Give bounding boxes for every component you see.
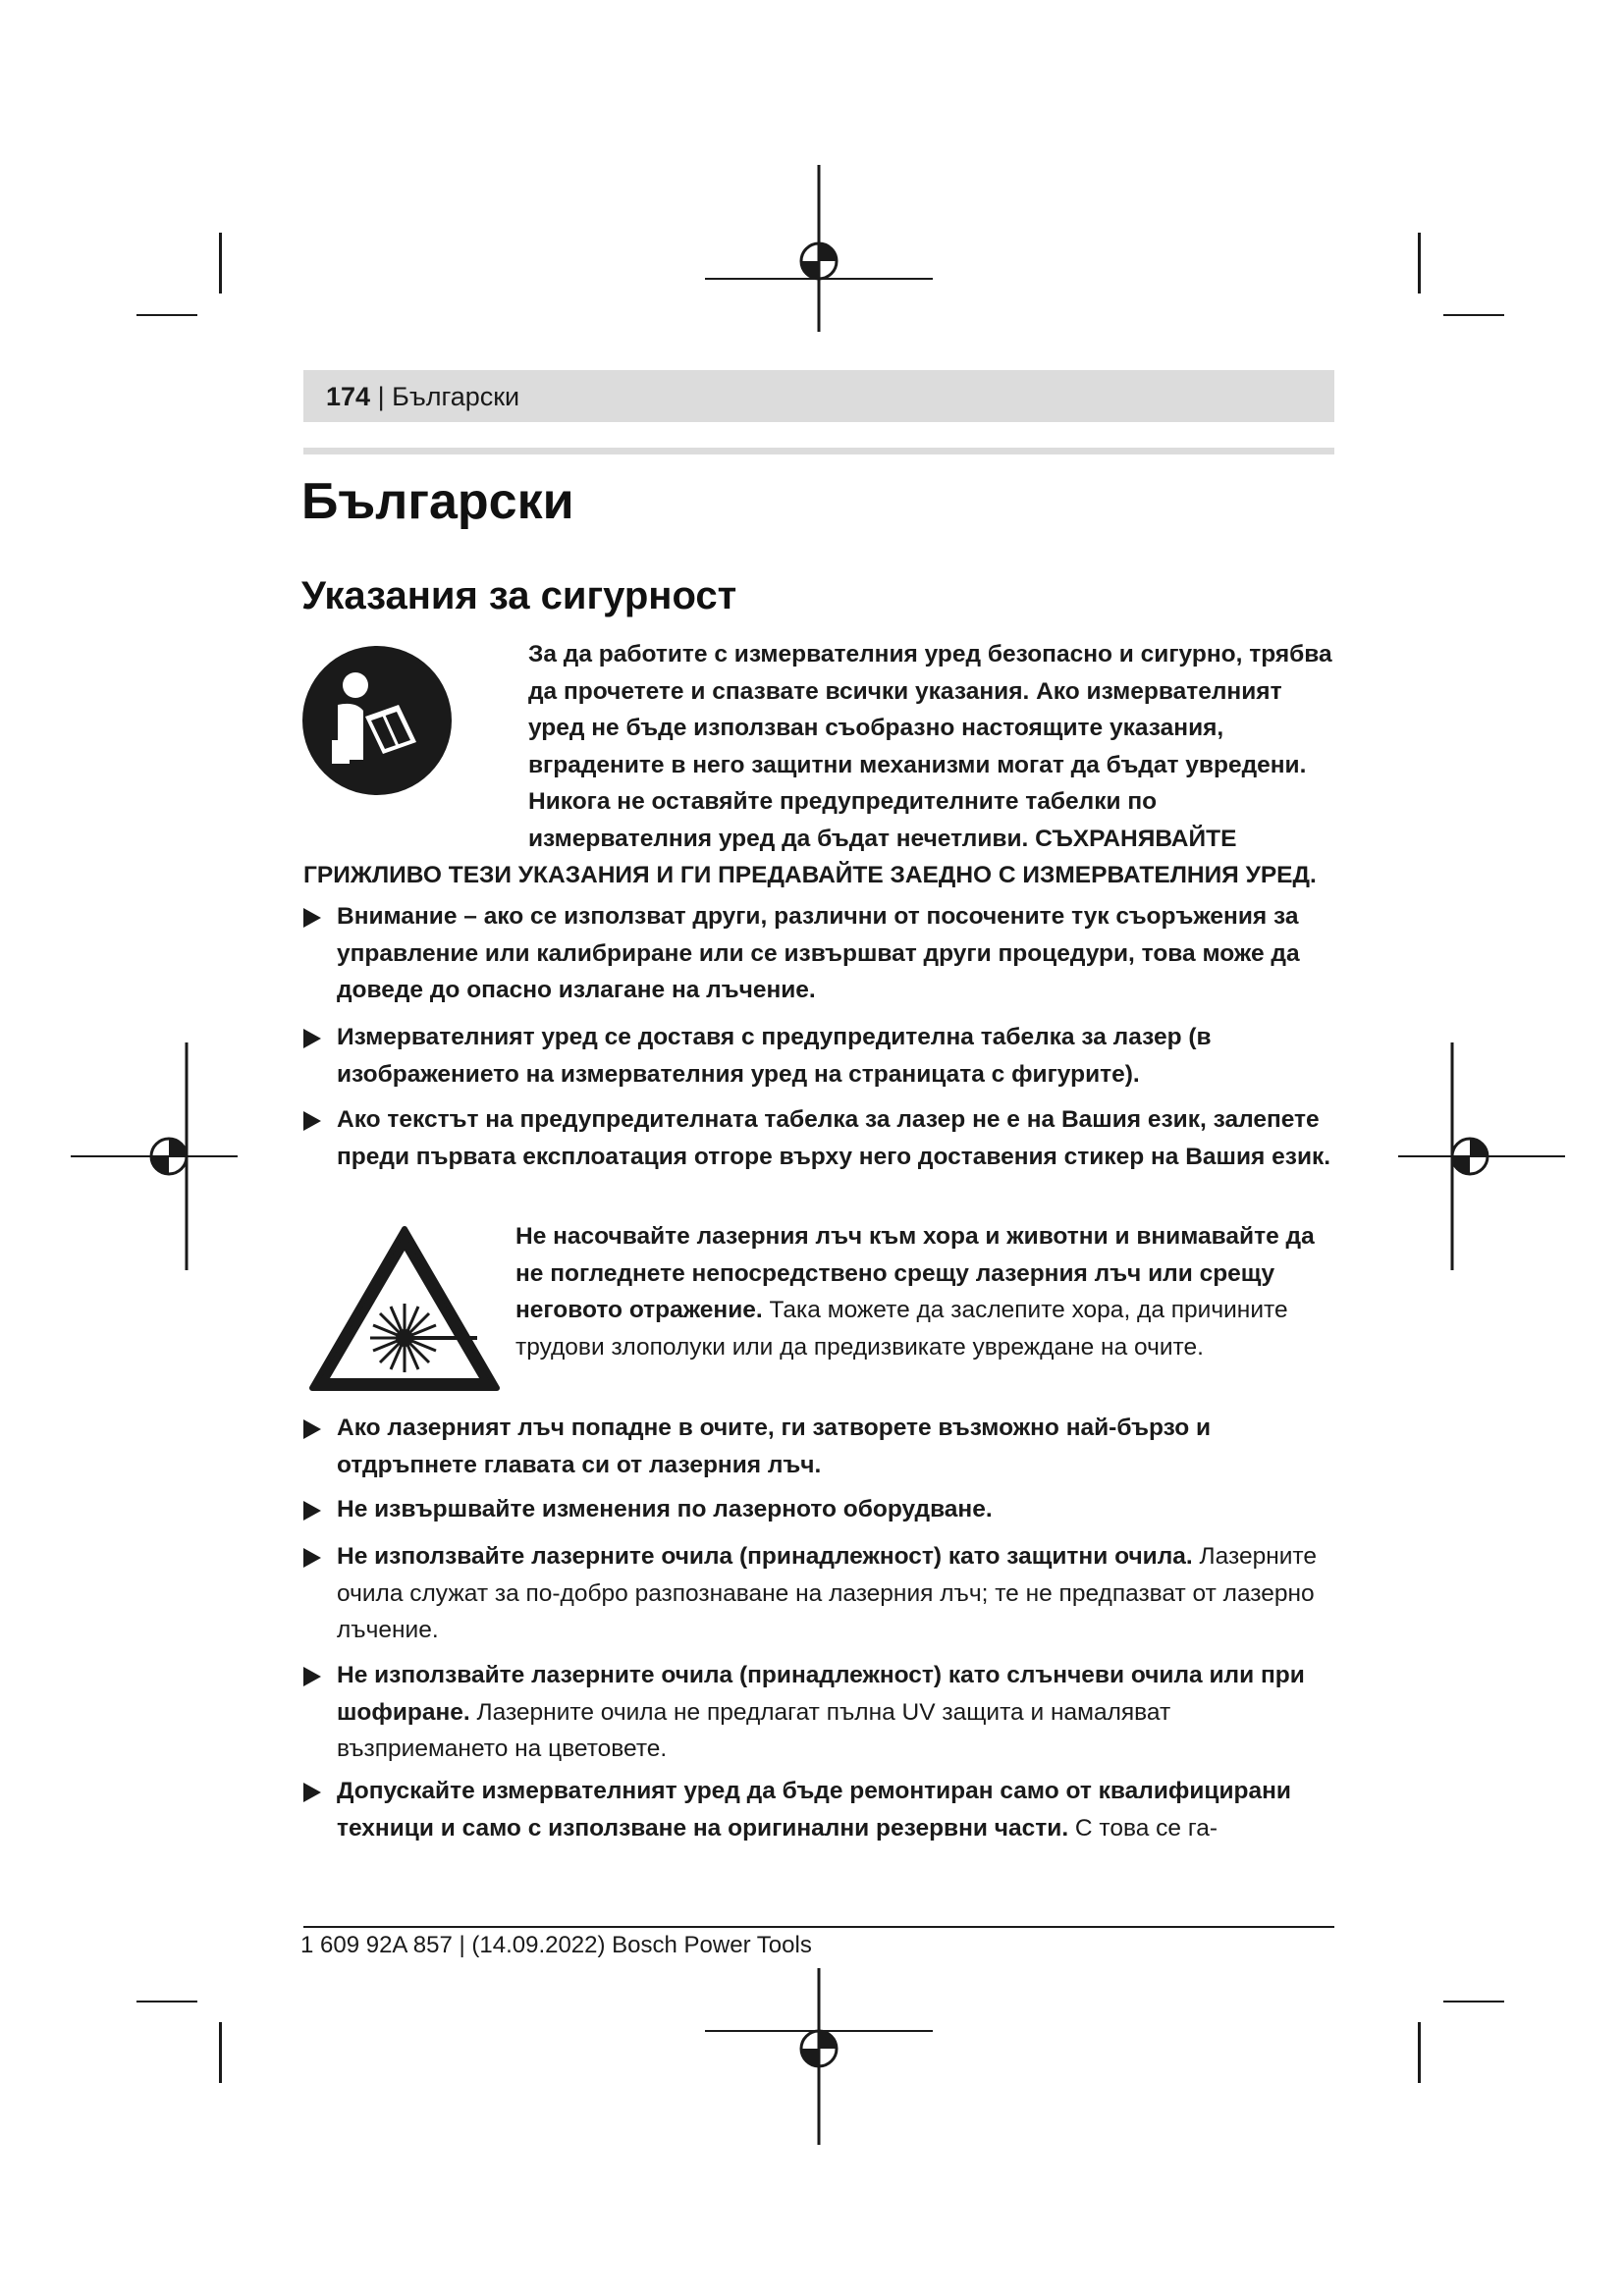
laser-warning-icon xyxy=(308,1225,501,1392)
triangle-bullet-icon xyxy=(303,1419,321,1439)
registration-mark-right xyxy=(1398,1042,1565,1270)
triangle-bullet-icon xyxy=(303,908,321,928)
list-item xyxy=(303,1410,1341,1483)
header-language: Български xyxy=(392,382,520,411)
footer-text: 1 609 92A 857 | (14.09.2022) Bosch Power Tools xyxy=(300,1932,812,1958)
triangle-bullet-icon xyxy=(303,1029,321,1048)
intro-paragraph xyxy=(303,636,1334,894)
registration-mark-top xyxy=(705,165,933,332)
list-item xyxy=(303,1491,1341,1528)
intro-text: За да работите с измервателния уред безопасно и сигурно, трябва да прочетете и спазвате всички указания. Ако измервателният уред не бъде използван съобразно настоящите указания, вградените в него защитни механизми могат да бъдат увредени. Никога не оставяйте предупредителните табелки по измервателния уред да бъдат нечетливи. СЪХРАНЯВАЙТЕ ГРИЖЛИВО ТЕЗИ УКАЗАНИЯ И ГИ ПРЕДАВАЙТЕ ЗАЕДНО С ИЗМЕРВАТЕЛНИЯ УРЕД. xyxy=(303,641,1332,888)
bullet-normal: Лазерните очила служат за по-добро разпознаване на лазерния лъч; те не предпазват от лазерно лъчение. xyxy=(337,1543,1317,1643)
list-item xyxy=(303,1538,1341,1649)
page-number: 174 xyxy=(326,382,371,411)
triangle-bullet-icon xyxy=(303,1501,321,1521)
bullet-bold: Допускайте измервателният уред да бъде ремонтиран само от квалифицирани техници и само с използване на оригинални резервни части. xyxy=(337,1778,1291,1842)
running-header xyxy=(326,379,519,414)
bullet-bold: Ако текстът на предупредителната табелка за лазер не е на Вашия език, залепете преди първата експлоатация отгоре върху него доставения стикер на Вашия език. xyxy=(337,1106,1331,1170)
list-item xyxy=(303,1019,1341,1093)
list-item xyxy=(303,1657,1341,1768)
triangle-bullet-icon xyxy=(303,1783,321,1802)
bullet-bold: Измервателният уред се доставя с предупредителна табелка за лазер (в изображението на измервателния уред на страницата с фигурите). xyxy=(337,1024,1212,1088)
laser-warning-paragraph xyxy=(515,1218,1330,1365)
list-item xyxy=(303,1773,1341,1846)
intro-icon-space xyxy=(303,636,528,830)
triangle-bullet-icon xyxy=(303,1548,321,1568)
header-separator: | xyxy=(370,382,393,411)
registration-mark-left xyxy=(71,1042,238,1270)
triangle-bullet-icon xyxy=(303,1111,321,1131)
bullet-bold: Не използвайте лазерните очила (принадлежност) като слънчеви очила или при шофиране. xyxy=(337,1662,1305,1726)
section-title: Указания за сигурност xyxy=(301,574,737,617)
list-item xyxy=(303,898,1341,1009)
bullet-bold: Не използвайте лазерните очила (принадлежност) като защитни очила. xyxy=(337,1543,1193,1570)
bullet-bold: Не извършвайте изменения по лазерното оборудване. xyxy=(337,1496,993,1522)
list-item xyxy=(303,1101,1341,1175)
page-title: Български xyxy=(301,473,574,530)
registration-mark-bottom xyxy=(705,1968,933,2145)
bullet-normal: Лазерните очила не предлагат пълна UV защита и намаляват възприемането на цветовете. xyxy=(337,1698,1171,1762)
bullet-bold: Ако лазерният лъч попадне в очите, ги затворете възможно най-бързо и отдръпнете главата си от лазерния лъч. xyxy=(337,1415,1212,1478)
laser-warning-normal: Така можете да заслепите хора, да причините трудови злополуки или да предизвикате увреждане на очите. xyxy=(515,1297,1288,1361)
bullet-bold: Внимание – ако се използват други, различни от посочените тук съоръжения за управление или калибриране или се извършват други процедури, това може да доведе до опасно излагане на лъчение. xyxy=(337,903,1300,1003)
laser-warning-bold: Не насочвайте лазерния лъч към хора и животни и внимавайте да не погледнете непосредствено срещу лазерния лъч или срещу неговото отражение. xyxy=(515,1223,1315,1323)
header-rule xyxy=(303,448,1334,454)
triangle-bullet-icon xyxy=(303,1667,321,1686)
bullet-normal: С това се га- xyxy=(1068,1814,1218,1842)
